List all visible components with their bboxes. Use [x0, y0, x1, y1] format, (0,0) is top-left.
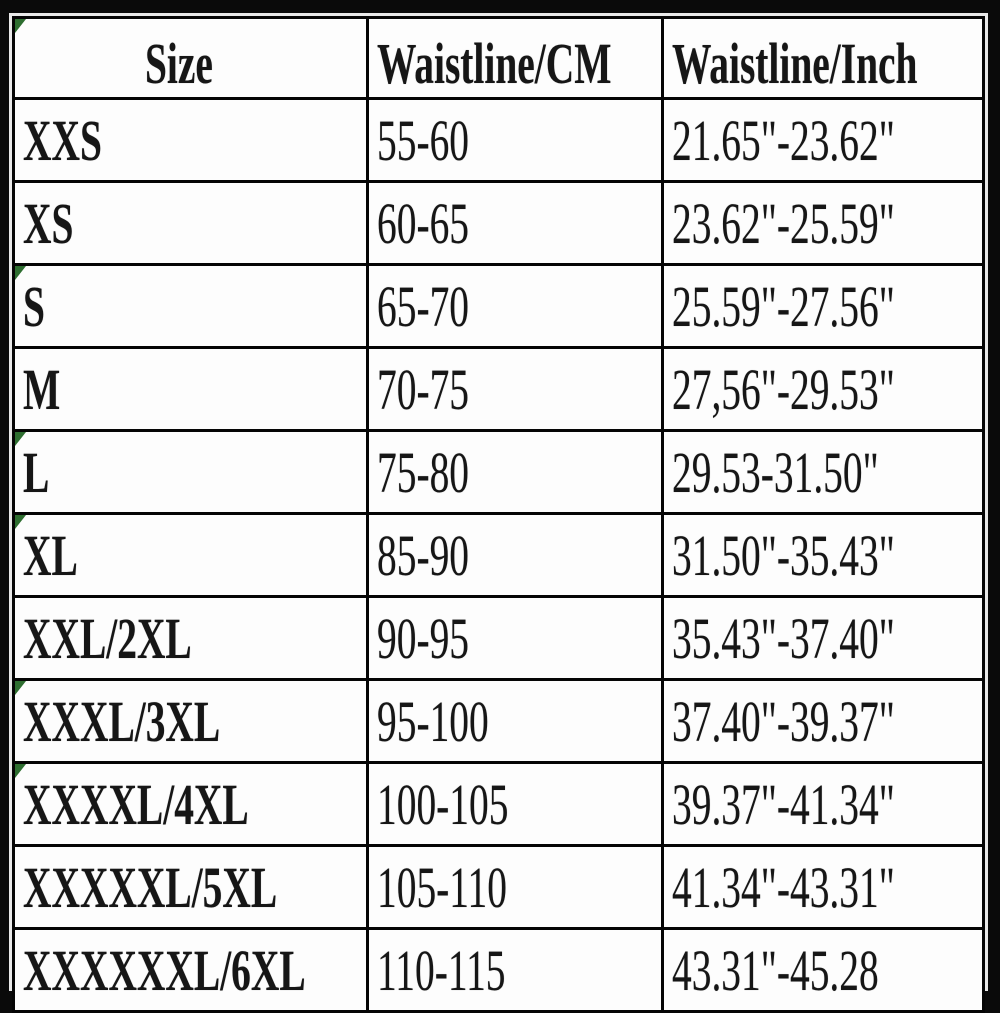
cm-cell — [368, 846, 663, 929]
size-label: XXXXXXL/6XL — [23, 938, 306, 1003]
inch-value: 35.43"-37.40" — [671, 606, 895, 671]
table-row — [14, 680, 984, 763]
cm-value: 100-105 — [377, 772, 509, 837]
inch-cell — [662, 99, 983, 182]
inch-cell — [662, 597, 983, 680]
size-label: XXXL/3XL — [23, 689, 221, 754]
size-label: M — [23, 357, 61, 422]
column-header-label: Waistline/CM — [377, 31, 612, 96]
header-row — [14, 18, 984, 99]
inch-value: 39.37"-41.34" — [671, 772, 895, 837]
inch-cell — [662, 846, 983, 929]
cm-cell — [368, 99, 663, 182]
inch-value: 29.53-31.50" — [671, 440, 879, 505]
size-cell — [14, 99, 368, 182]
size-label: L — [23, 440, 50, 505]
inch-value: 25.59"-27.56" — [671, 274, 895, 339]
table-row — [14, 348, 984, 431]
cm-cell — [368, 348, 663, 431]
size-cell — [14, 597, 368, 680]
cm-cell — [368, 680, 663, 763]
cm-value: 105-110 — [377, 855, 508, 920]
inch-cell — [662, 182, 983, 265]
table-row — [14, 99, 984, 182]
inch-value: 41.34"-43.31" — [671, 855, 895, 920]
cm-value: 90-95 — [377, 606, 470, 671]
inch-cell — [662, 514, 983, 597]
table-row — [14, 846, 984, 929]
cm-value: 70-75 — [377, 357, 470, 422]
size-label: S — [23, 274, 45, 339]
comment-marker-icon — [15, 19, 26, 33]
inch-cell — [662, 763, 983, 846]
cm-cell — [368, 265, 663, 348]
cm-cell — [368, 929, 663, 1012]
size-cell — [14, 846, 368, 929]
size-cell — [14, 182, 368, 265]
inch-cell — [662, 348, 983, 431]
cm-cell — [368, 514, 663, 597]
table-row — [14, 514, 984, 597]
table-row — [14, 431, 984, 514]
cm-value: 110-115 — [377, 938, 506, 1003]
inch-value: 27,56"-29.53" — [671, 357, 895, 422]
size-cell — [14, 680, 368, 763]
size-chart-table — [12, 16, 985, 1003]
size-chart — [12, 16, 985, 1013]
column-header-label: Size — [144, 31, 213, 96]
inch-cell — [662, 680, 983, 763]
inch-value: 43.31"-45.28 — [671, 938, 879, 1003]
size-cell — [14, 431, 368, 514]
cm-value: 75-80 — [377, 440, 470, 505]
column-header-label: Waistline/Inch — [671, 31, 918, 96]
cm-cell — [368, 597, 663, 680]
cm-value: 60-65 — [377, 191, 470, 256]
size-cell — [14, 265, 368, 348]
table-row — [14, 763, 984, 846]
cm-value: 55-60 — [377, 108, 470, 173]
size-cell — [14, 514, 368, 597]
size-cell — [14, 348, 368, 431]
header-cell-size — [14, 18, 368, 99]
inch-value: 37.40"-39.37" — [671, 689, 895, 754]
table-row — [14, 929, 984, 1012]
table-row — [14, 265, 984, 348]
table-row — [14, 182, 984, 265]
cm-value: 85-90 — [377, 523, 470, 588]
inch-cell — [662, 929, 983, 1012]
inch-cell — [662, 265, 983, 348]
size-label: XXL/2XL — [23, 606, 192, 671]
size-label: XS — [23, 191, 74, 256]
size-label: XXS — [23, 108, 102, 173]
size-label: XL — [23, 523, 78, 588]
cm-cell — [368, 431, 663, 514]
size-label: XXXXL/4XL — [23, 772, 249, 837]
cm-value: 65-70 — [377, 274, 470, 339]
cm-value: 95-100 — [377, 689, 489, 754]
cm-cell — [368, 763, 663, 846]
size-cell — [14, 763, 368, 846]
size-cell — [14, 929, 368, 1012]
cm-cell — [368, 182, 663, 265]
table-row — [14, 597, 984, 680]
inch-cell — [662, 431, 983, 514]
header-cell-waistline-inch — [662, 18, 983, 99]
size-label: XXXXXL/5XL — [23, 855, 278, 920]
inch-value: 31.50"-35.43" — [671, 523, 895, 588]
inch-value: 21.65"-23.62" — [671, 108, 895, 173]
inch-value: 23.62"-25.59" — [671, 191, 895, 256]
header-cell-waistline-cm — [368, 18, 663, 99]
